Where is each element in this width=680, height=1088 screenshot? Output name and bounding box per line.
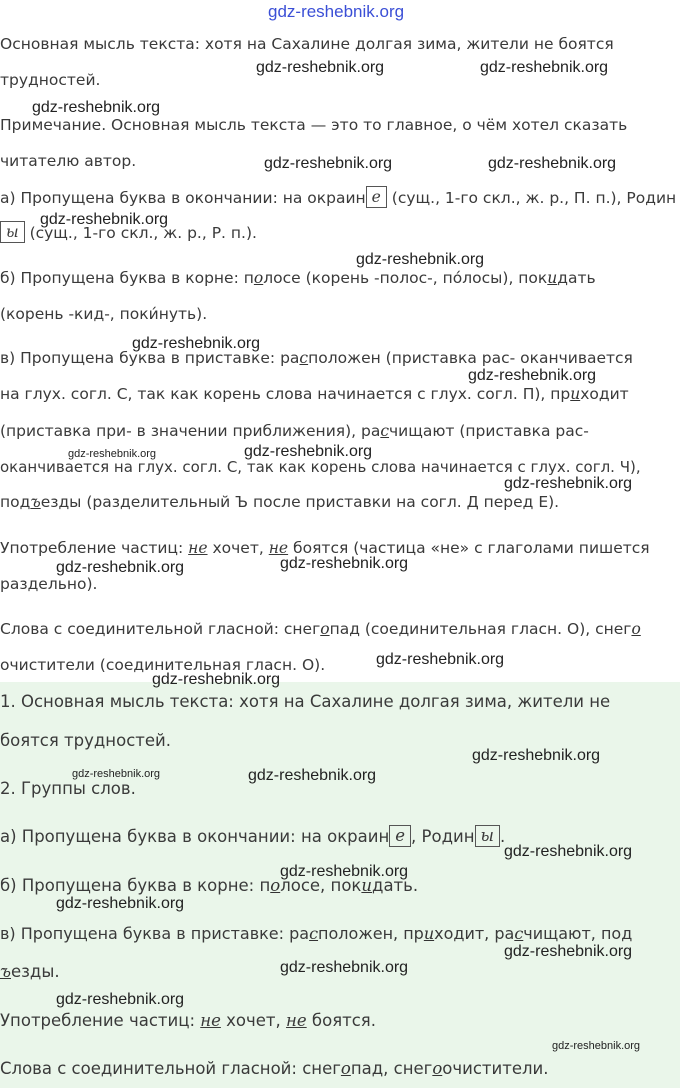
site-watermark: gdz-reshebnik.org — [248, 767, 377, 784]
site-watermark: gdz-reshebnik.org — [264, 155, 393, 172]
answer-groups-heading: 2. Группы слов. — [0, 779, 136, 798]
item-a-line-1: а) Пропущена буква в окончании: на окраин е (сущ., 1-го скл., ж. р., П. п.), Родин — [0, 188, 677, 207]
site-watermark: gdz-reshebnik.org — [552, 1040, 641, 1052]
item-a-line-2: ы (сущ., 1-го скл., ж. р., Р. п.). — [0, 215, 680, 251]
note-line-1: Примечание. Основная мысль текста — это то главное, о чём хотел сказать — [0, 116, 628, 134]
answer-main-idea-2: боятся трудностей. — [0, 731, 171, 750]
answer-a: а) Пропущена буква в окончании: на окраин е , Родин ы . — [0, 826, 506, 846]
site-watermark: gdz-reshebnik.org — [356, 251, 485, 268]
item-v-line-2: на глух. согл. С, так как корень слова начинается с глух. согл. П), приходит — [0, 385, 629, 403]
answer-main-idea-1: 1. Основная мысль текста: хотя на Сахалине долгая зима, жители не — [0, 692, 611, 711]
site-watermark: gdz-reshebnik.org — [40, 211, 169, 228]
site-watermark: gdz-reshebnik.org — [68, 448, 157, 460]
answer-v-line-1: в) Пропущена буква в приставке: расположен, приходит, расчищают, под — [0, 924, 633, 943]
main-idea-end: трудностей. — [0, 71, 101, 89]
site-watermark: gdz-reshebnik.org — [480, 59, 609, 76]
site-watermark: gdz-reshebnik.org — [56, 895, 185, 912]
compound-line-1: Слова с соединительной гласной: снегопад (соединительная гласн. О), снего — [0, 620, 641, 638]
site-watermark: gdz-reshebnik.org — [472, 747, 601, 764]
letter-box: ы — [0, 221, 25, 243]
site-watermark: gdz-reshebnik.org — [132, 335, 261, 352]
item-v-line-3: (приставка при- в значении приближения), расчищают (приставка рас- — [0, 422, 589, 440]
letter-box: е — [389, 825, 411, 847]
particles-line-1: Употребление частиц: не хочет, не боятся (частица «не» с глаголами пишется — [0, 539, 650, 557]
answer-particles: Употребление частиц: не хочет, не боятся. — [0, 1011, 376, 1030]
site-watermark: gdz-reshebnik.org — [32, 99, 161, 116]
site-watermark: gdz-reshebnik.org — [280, 555, 409, 572]
main-idea-line: Основная мысль текста: хотя на Сахалине долгая зима, жители не боятся — [0, 35, 614, 53]
site-watermark-top: gdz-reshebnik.org — [268, 2, 405, 21]
site-watermark: gdz-reshebnik.org — [488, 155, 617, 172]
site-watermark: gdz-reshebnik.org — [504, 943, 633, 960]
letter-box: ы — [475, 825, 500, 847]
item-v-line-4: оканчивается на глух. согл. С, так как корень слова начинается с глух. согл. Ч), — [0, 458, 641, 476]
item-v-line-5: подъезды (разделительный Ъ после приставки на согл. Д перед Е). — [0, 493, 560, 511]
compound-line-2: очистители (соединительная гласн. О). — [0, 656, 326, 674]
answer-v-line-2: ъезды. — [0, 962, 60, 981]
answer-compound: Слова с соединительной гласной: снегопад, снегоочистители. — [0, 1059, 549, 1078]
site-watermark: gdz-reshebnik.org — [244, 443, 373, 460]
site-watermark: gdz-reshebnik.org — [56, 559, 185, 576]
letter-box: е — [366, 186, 387, 208]
site-watermark: gdz-reshebnik.org — [152, 671, 281, 688]
site-watermark: gdz-reshebnik.org — [72, 768, 161, 780]
site-watermark: gdz-reshebnik.org — [256, 59, 385, 76]
note-line-2: читателю автор. — [0, 152, 137, 170]
item-b-line-2: (корень -кид-, поки́нуть). — [0, 305, 208, 323]
site-watermark: gdz-reshebnik.org — [280, 959, 409, 976]
answer-b: б) Пропущена буква в корне: полосе, покидать. — [0, 876, 419, 895]
particles-line-2: раздельно). — [0, 575, 98, 593]
site-watermark: gdz-reshebnik.org — [504, 475, 633, 492]
site-watermark: gdz-reshebnik.org — [280, 863, 409, 880]
item-b-line-1: б) Пропущена буква в корне: полосе (корень -полос-, по́лосы), покидать — [0, 269, 596, 287]
site-watermark: gdz-reshebnik.org — [468, 367, 597, 384]
site-watermark: gdz-reshebnik.org — [56, 991, 185, 1008]
site-watermark: gdz-reshebnik.org — [376, 651, 505, 668]
site-watermark: gdz-reshebnik.org — [504, 843, 633, 860]
item-v-line-1: в) Пропущена буква в приставке: расположен (приставка рас- оканчивается — [0, 349, 633, 367]
